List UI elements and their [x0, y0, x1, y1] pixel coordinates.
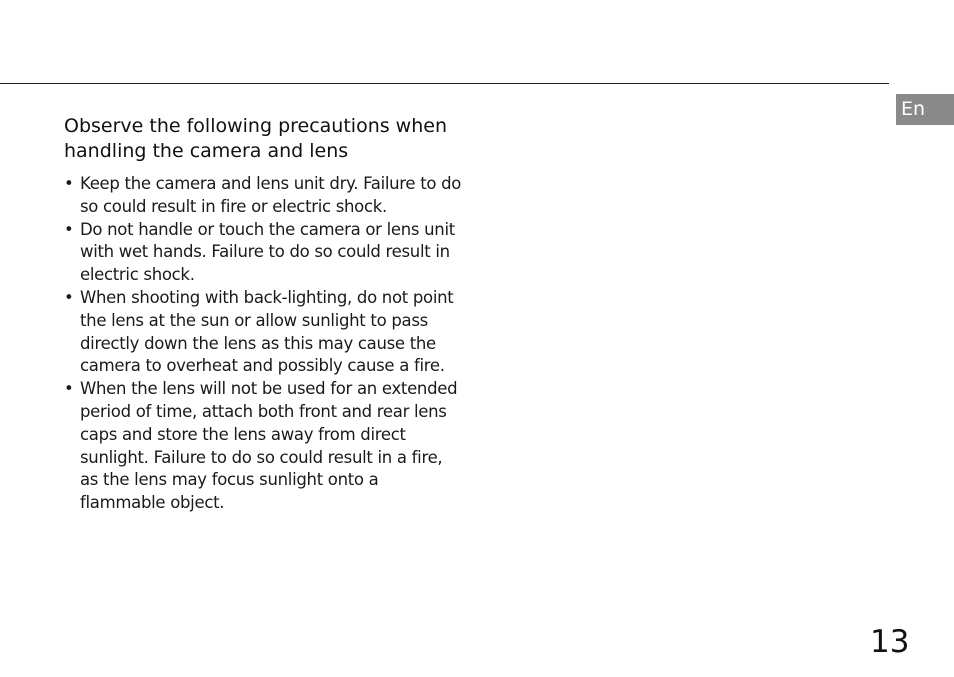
page-number: 13 [870, 624, 910, 660]
precautions-section [64, 114, 464, 515]
header-rule [0, 83, 889, 84]
section-heading: Observe the following precautions when handling the camera and lens [64, 115, 447, 162]
list-item: • When shooting with back-lighting, do not point the lens at the sun or allow sunlight to pass directly down the lens as this may cause the camera to overheat and possibly cause a fire. [64, 287, 464, 378]
language-tab: En [896, 94, 954, 125]
precautions-list [64, 173, 464, 515]
list-item: • Do not handle or touch the camera or lens unit with wet hands. Failure to do so could result in electric shock. [64, 219, 464, 287]
list-item: • Keep the camera and lens unit dry. Failure to do so could result in fire or electric shock. [64, 173, 464, 219]
list-item: • When the lens will not be used for an extended period of time, attach both front and rear lens caps and store the lens away from direct sunlight. Failure to do so could result in a fire, as the lens may focus sunlight onto a flammable object. [64, 378, 464, 515]
